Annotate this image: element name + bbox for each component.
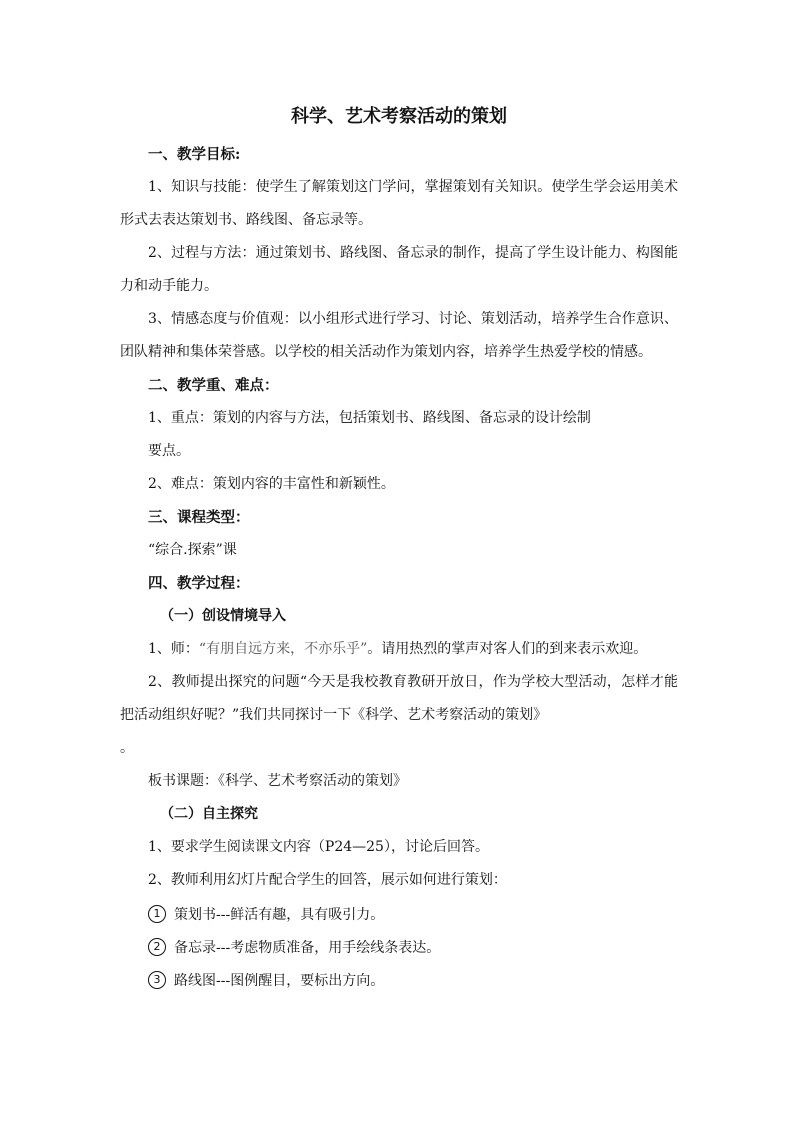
list-item-text: 策划书---鲜活有趣，具有吸引力。: [174, 906, 385, 923]
list-item: [120, 897, 678, 930]
paragraph: 。: [120, 740, 134, 756]
text-run: 1、师：: [148, 641, 199, 657]
document-page: [120, 96, 678, 996]
paragraph: 1、要求学生阅读课文内容（P24—25），讨论后回答。: [148, 839, 489, 855]
paragraph: 2、教师利用幻灯片配合学生的回答，展示如何进行策划：: [148, 872, 507, 888]
quote-text: “有朋自远方来，不亦乐乎”: [198, 641, 368, 657]
list-item-text: 备忘录---考虑物质准备，用手绘线条表达。: [174, 939, 441, 956]
text-run: 。请用热烈的掌声对客人们的到来表示欢迎。: [367, 641, 648, 657]
circled-number: 3: [148, 971, 166, 989]
paragraph: 2、过程与方法：通过策划书、路线图、备忘录的制作，提高了学生设计能力、构图能力和动手能力。: [120, 245, 678, 294]
paragraph: 要点。: [148, 443, 190, 459]
subsection-heading: （一）创设情境导入: [160, 608, 286, 624]
circled-number: 1: [148, 905, 166, 923]
list-item: [120, 930, 678, 963]
list-item-text: 路线图---图例醒目，要标出方向。: [174, 972, 385, 989]
paragraph: 1、知识与技能：使学生了解策划这门学问，掌握策划有关知识。使学生学会运用美术形式去表达策划书、路线图、备忘录等。: [120, 179, 678, 228]
paragraph: 1、重点：策划的内容与方法，包括策划书、路线图、备忘录的设计绘制: [148, 410, 591, 426]
paragraph: [120, 633, 678, 666]
section-heading-key-points: 二、教学重、难点：: [148, 377, 279, 394]
paragraph: 板书课题：《科学、艺术考察活动的策划》: [148, 773, 407, 789]
section-heading-process: 四、教学过程：: [148, 575, 250, 592]
paragraph: 3、情感态度与价值观：以小组形式进行学习、讨论、策划活动，培养学生合作意识、团队精神和集体荣誉感。以学校的相关活动作为策划内容，培养学生热爱学校的情感。: [120, 311, 678, 360]
section-heading-objectives: 一、教学目标:: [148, 146, 241, 163]
section-heading-course-type: 三、课程类型：: [148, 509, 250, 526]
document-title: 科学、艺术考察活动的策划: [291, 106, 507, 127]
circled-number: 2: [148, 938, 166, 956]
list-item: [120, 963, 678, 996]
paragraph: “综合.探索”课: [148, 542, 237, 558]
paragraph: 2、教师提出探究的问题“今天是我校教育教研开放日，作为学校大型活动，怎样才能把活动组织好呢？”我们共同探讨一下《科学、艺术考察活动的策划》: [120, 674, 678, 723]
subsection-heading: （二）自主探究: [160, 806, 258, 822]
paragraph: 2、难点：策划内容的丰富性和新颖性。: [148, 476, 395, 492]
